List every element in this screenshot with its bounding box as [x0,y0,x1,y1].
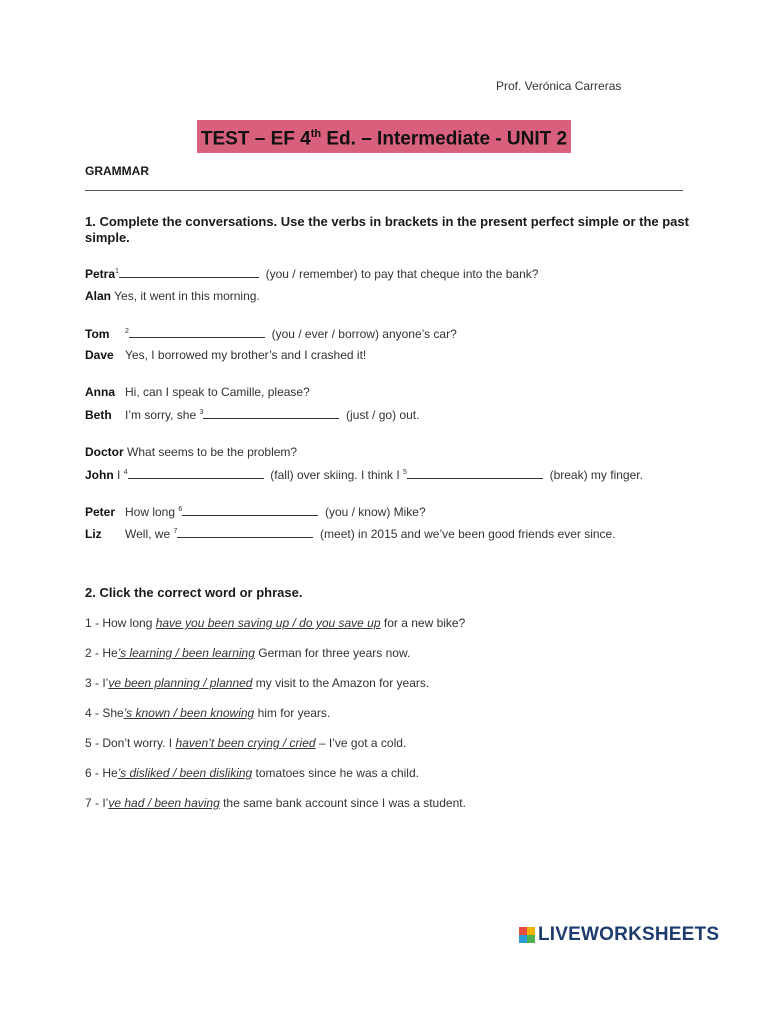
logo-text: LIVEWORKSHEETS [538,924,720,945]
gap-number: 5 [403,469,407,476]
speaker-label: Dave [85,348,114,362]
speaker-label: Alan [85,289,112,303]
choice-option[interactable]: ve been planning / planned [108,676,253,690]
choice-option[interactable]: ’s disliked / been disliking [117,766,253,780]
list-item: 1 - How long have you been saving up / do you save up for a new bike? [85,616,466,630]
gap-number: 4 [123,469,128,476]
divider [85,190,683,191]
list-item: 7 - I’ve had / been having the same bank account since I was a student. [85,796,466,810]
logo-icon [519,927,535,943]
gap-number: 2 [125,328,129,335]
speaker-label: Doctor [85,445,124,459]
answer-gap-2[interactable] [129,326,265,338]
answer-gap-1[interactable] [119,266,259,278]
dialogue-line-beth: Beth I’m sorry, she $^3$ (just / go) out. [85,408,420,422]
dialogue-line-doctor: Doctor What seems to be the problem? [85,445,298,459]
liveworksheets-logo [519,924,719,946]
exercise-2-heading: 2. Click the correct word or phrase. [85,585,303,600]
gap-number: 1 [115,268,119,275]
list-item: 6 - He’s disliked / been disliking tomatoes since he was a child. [85,766,419,780]
dialogue-line-tom: Tom $^2$ (you / ever / borrow) anyone’s car? [85,327,457,341]
title-block [0,120,768,153]
dialogue-line-petra: Petra$^1$ (you / remember) to pay that cheque into the bank? [85,267,539,281]
list-item: 3 - I’ve been planning / planned my visit to the Amazon for years. [85,676,430,690]
page-title: TEST – EF 4th Ed. – Intermediate - UNIT 2 [197,120,571,153]
speaker-label: John [85,468,114,482]
list-item: 5 - Don’t worry. I haven’t been crying / cried – I’ve got a cold. [85,736,407,750]
answer-gap-7[interactable] [177,526,313,538]
list-item: 2 - He’s learning / been learning German for three years now. [85,646,411,660]
choice-option[interactable]: ’s learning / been learning [117,646,255,660]
section-label: GRAMMAR [85,164,149,178]
speaker-label: Petra [85,267,116,281]
choice-option[interactable]: haven’t been crying / cried [175,736,316,750]
answer-gap-6[interactable] [182,504,318,516]
author-name: Prof. Verónica Carreras [496,79,622,93]
choice-option[interactable]: ’s known / been knowing [123,706,255,720]
answer-gap-3[interactable] [203,407,339,419]
answer-gap-5[interactable] [407,467,543,479]
dialogue-line-anna: Anna Hi, can I speak to Camille, please? [85,385,310,399]
speaker-label: Peter [85,505,116,519]
answer-gap-4[interactable] [128,467,264,479]
gap-number: 6 [178,506,183,513]
speaker-label: Liz [85,527,102,541]
dialogue-line-john: John I $^4$ (fall) over skiing. I think I $^5$ (break) my finger. [85,468,643,482]
gap-number: 3 [199,409,204,416]
dialogue-line-peter: Peter How long $^6$ (you / know) Mike? [85,505,426,519]
dialogue-line-alan: Alan Yes, it went in this morning. [85,289,260,303]
speaker-label: Beth [85,408,112,422]
speaker-label: Anna [85,385,115,399]
speaker-label: Tom [85,327,110,341]
gap-number: 7 [173,528,178,535]
choice-option[interactable]: ve had / been having [108,796,220,810]
exercise-1-heading: 1. Complete the conversations. Use the verbs in brackets in the present perfect simple or the past simple. [85,214,689,245]
dialogue-line-dave: Dave Yes, I borrowed my brother’s and I crashed it! [85,348,367,362]
choice-option[interactable]: have you been saving up / do you save up [155,616,381,630]
dialogue-line-liz: Liz Well, we $^7$ (meet) in 2015 and we’ve been good friends ever since. [85,527,616,541]
list-item: 4 - She’s known / been knowing him for years. [85,706,331,720]
